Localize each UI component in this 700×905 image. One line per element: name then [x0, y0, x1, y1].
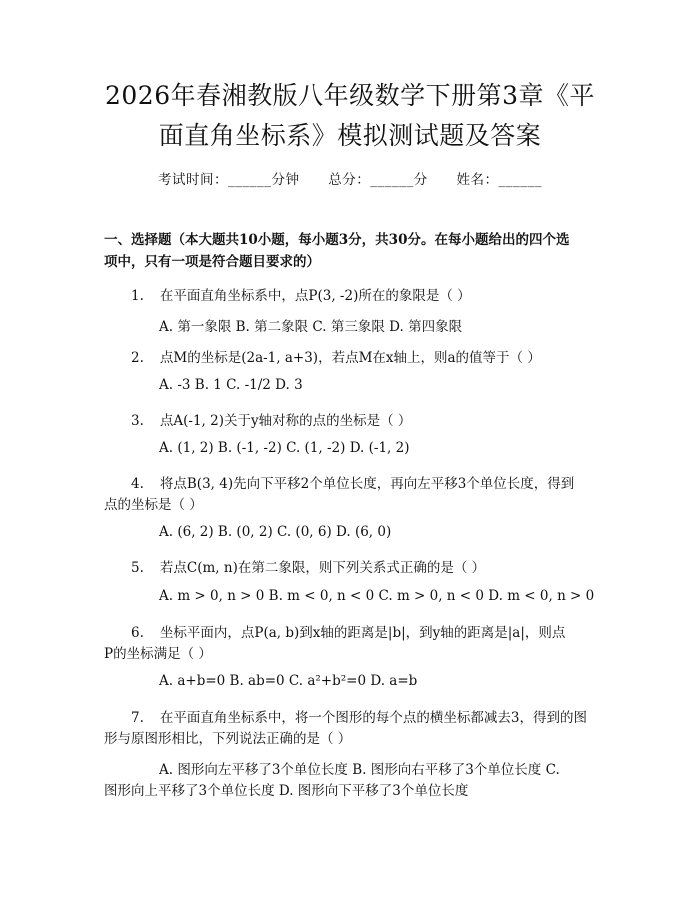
student-name: 姓名：______ — [456, 172, 543, 188]
question-7-options: A. 图形向左平移了3个单位长度 B. 图形向右平移了3个单位长度 C. — [159, 762, 560, 778]
question-number: 1. — [131, 288, 144, 304]
question-1 — [131, 284, 700, 304]
question-text: 点A(-1, 2)关于y轴对称的点的坐标是（ ） — [159, 413, 412, 429]
question-number: 5. — [131, 560, 144, 576]
question-7 — [131, 706, 700, 726]
exam-info — [0, 168, 700, 188]
question-number: 3. — [131, 413, 144, 429]
question-7-continued: 形与原图形相比，下列说法正确的是（ ） — [104, 731, 352, 747]
total-score: 总分：______分 — [328, 172, 428, 188]
question-6 — [131, 621, 700, 641]
section-heading-line-1: 一、选择题（本大题共10小题，每小题3分，共30分。在每小题给出的四个选 — [104, 232, 570, 248]
question-2 — [131, 346, 700, 366]
question-number: 2. — [131, 350, 144, 366]
question-number: 4. — [131, 476, 144, 492]
question-4 — [131, 472, 700, 492]
question-7-options-continued: 图形向上平移了3个单位长度 D. 图形向下平移了3个单位长度 — [104, 783, 469, 799]
question-text: 在平面直角坐标系中，点P(3, -2)所在的象限是（ ） — [159, 288, 471, 304]
question-6-continued: P的坐标满足（ ） — [104, 646, 212, 662]
title-line-1: 2026年春湘教版八年级数学下册第3章《平 — [104, 81, 596, 110]
section-heading — [104, 229, 600, 273]
section-heading-line-2: 项中，只有一项是符合题目要求的） — [104, 254, 320, 270]
question-number: 7. — [131, 710, 144, 726]
question-text: 若点C(m, n)在第二象限，则下列关系式正确的是（ ） — [159, 560, 486, 576]
document-title — [60, 76, 640, 156]
question-4-options: A. (6, 2) B. (0, 2) C. (0, 6) D. (6, 0) — [159, 524, 392, 540]
question-5 — [131, 556, 700, 576]
title-line-2: 面直角坐标系》模拟测试题及答案 — [158, 121, 542, 150]
exam-time: 考试时间：______分钟 — [157, 172, 300, 188]
question-1-options: A. 第一象限 B. 第二象限 C. 第三象限 D. 第四象限 — [159, 319, 463, 335]
question-3 — [131, 409, 700, 429]
question-text: 在平面直角坐标系中，将一个图形的每个点的横坐标都减去3，得到的图 — [159, 710, 587, 726]
question-5-options: A. m > 0, n > 0 B. m < 0, n < 0 C. m > 0, n < 0 D. m < 0, n > 0 — [159, 588, 595, 604]
question-3-options: A. (1, 2) B. (-1, -2) C. (1, -2) D. (-1, 2) — [159, 440, 410, 456]
question-number: 6. — [131, 625, 144, 641]
question-text: 将点B(3, 4)先向下平移2个单位长度，再向左平移3个单位长度，得到 — [159, 476, 575, 492]
question-4-continued: 点的坐标是（ ） — [104, 497, 203, 513]
question-text: 坐标平面内，点P(a, b)到x轴的距离是|b|，到y轴的距离是|a|，则点 — [159, 625, 566, 641]
question-2-options: A. -3 B. 1 C. -1/2 D. 3 — [159, 377, 303, 393]
question-text: 点M的坐标是(2a-1, a+3)，若点M在x轴上，则a的值等于（ ） — [159, 350, 541, 366]
question-6-options: A. a+b=0 B. ab=0 C. a²+b²=0 D. a=b — [159, 673, 418, 689]
